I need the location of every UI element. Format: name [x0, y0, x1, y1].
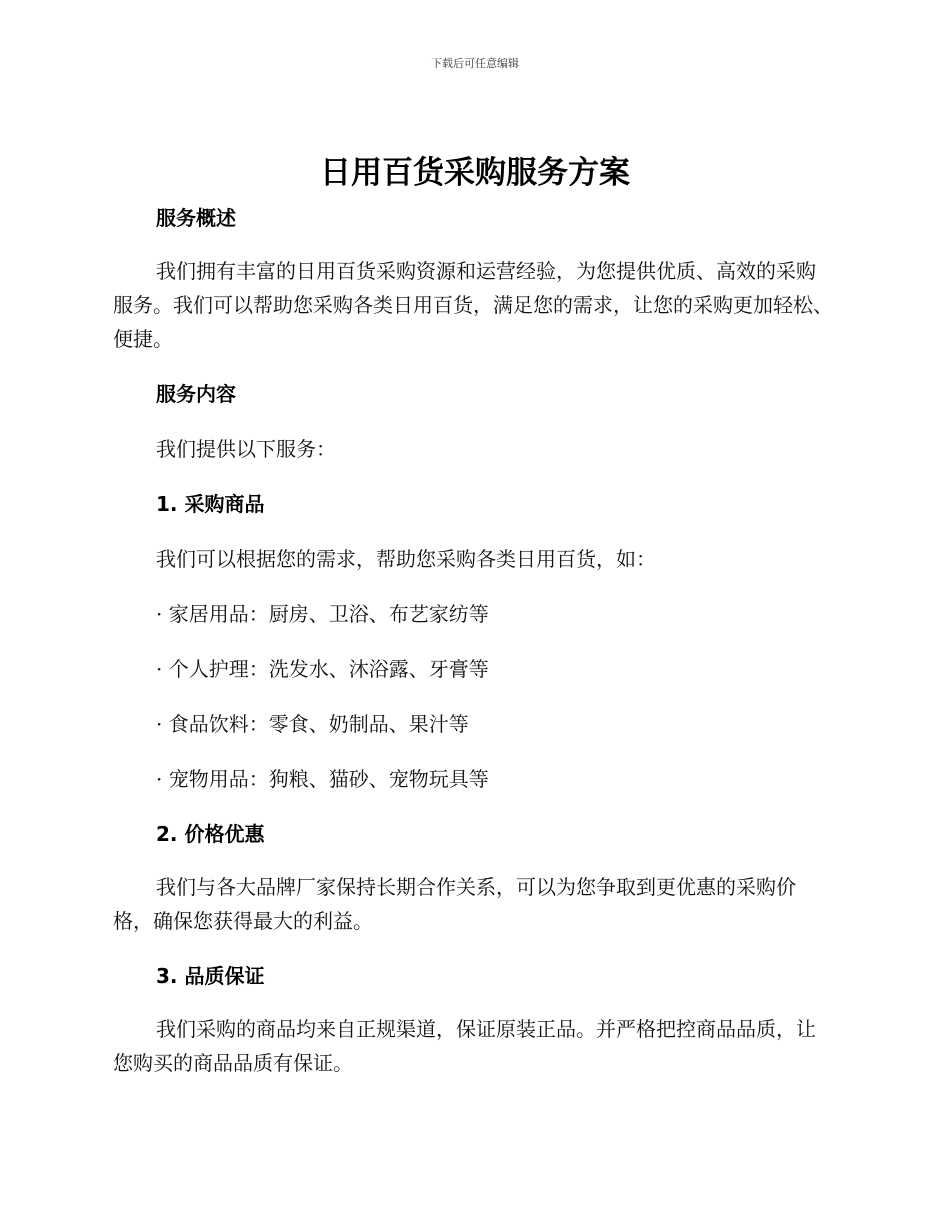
overview-paragraph: 我们拥有丰富的日用百货采购资源和运营经验，为您提供优质、高效的采购服务。我们可以帮助您采购各类日用百货，满足您的需求，让您的采购更加轻松、便捷。: [113, 259, 833, 351]
subsection-heading-price: 2. 价格优惠: [156, 822, 265, 846]
bullet-item-personal-care: · 个人护理：洗发水、沐浴露、牙膏等: [156, 657, 489, 681]
document-body: [113, 201, 833, 1080]
bullet-item-food: · 食品饮料：零食、奶制品、果汁等: [156, 712, 469, 736]
section-heading-overview: 服务概述: [156, 206, 236, 230]
subsection-heading-quality: 3. 品质保证: [156, 964, 265, 988]
price-paragraph: 我们与各大品牌厂家保持长期合作关系，可以为您争取到更优惠的采购价格，确保您获得最大的利益。: [113, 875, 796, 933]
subsection-heading-purchase: 1. 采购商品: [156, 492, 265, 516]
document-title: 日用百货采购服务方案: [320, 155, 630, 191]
bullet-item-pet: · 宠物用品：狗粮、猫砂、宠物玩具等: [156, 767, 489, 791]
quality-paragraph: 我们采购的商品均来自正规渠道，保证原装正品。并严格把控商品品质，让您购买的商品品质有保证。: [113, 1017, 816, 1075]
bullet-item-home: · 家居用品：厨房、卫浴、布艺家纺等: [156, 602, 489, 626]
header-note: 下载后可任意编辑: [431, 57, 519, 70]
content-intro: 我们提供以下服务：: [156, 437, 336, 461]
section-heading-content: 服务内容: [156, 382, 236, 406]
purchase-intro: 我们可以根据您的需求，帮助您采购各类日用百货，如：: [156, 547, 656, 571]
